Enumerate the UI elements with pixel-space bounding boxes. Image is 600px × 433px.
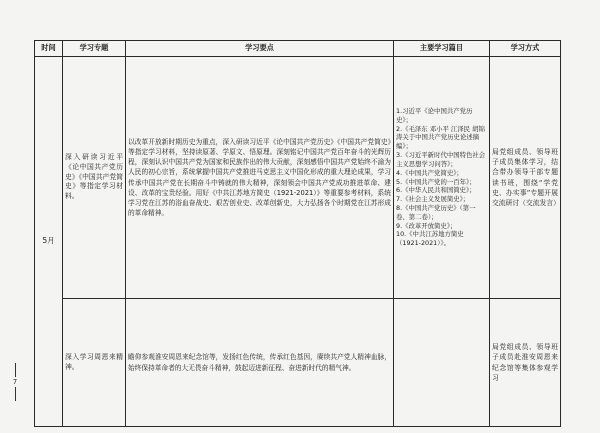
- month-cell: 5月: [35, 57, 63, 427]
- method-cell: 局党组成员、领导班子成员赴淮安周恩来纪念馆等集体参观学习: [490, 299, 561, 427]
- topic-cell: 深入学习周恩来精神。: [63, 299, 126, 427]
- page-number: [8, 362, 22, 402]
- readings-cell: [394, 57, 490, 299]
- table-row: [35, 299, 561, 427]
- reading-item: 2.《毛泽东 邓小平 江泽民 胡锦涛关于中国共产党历史论述摘编》；: [396, 124, 485, 151]
- table-header-row: [35, 41, 561, 57]
- readings-cell: [394, 299, 490, 427]
- page-number-dash-bottom: [15, 387, 16, 401]
- reading-item: 6.《中华人民共和国简史》；: [396, 186, 476, 195]
- header-method: 学习方式: [490, 41, 561, 57]
- table-row: [35, 57, 561, 299]
- reading-item: 1.习近平《论中国共产党历史》；: [396, 106, 473, 124]
- method-cell: 局党组成员、领导班子成员集体学习，结合带办领导干部专题读书班，围绕“学党史、办实事”专题开展交流研讨（交流发言）: [490, 57, 561, 299]
- reading-item: 7.《社会主义发展简史》；: [396, 195, 470, 204]
- reading-item: 8.《中国共产党历史》（第一卷、第二卷）；: [396, 203, 476, 221]
- header-points: 学习要点: [126, 41, 394, 57]
- header-time: 时间: [35, 41, 63, 57]
- page-number-dash-top: [15, 363, 16, 377]
- topic-cell: 深入研读习近平《论中国共产党历史》《中国共产党简史》等指定学习材料。: [63, 57, 126, 299]
- study-plan-table: [34, 40, 561, 427]
- reading-item: 4.《中国共产党简史》；: [396, 168, 463, 177]
- reading-item: 3.《习近平新时代中国特色社会主义思想学习问答》；: [396, 151, 486, 168]
- points-cell: 瞻仰参观淮安周恩来纪念馆等，发扬红色传统，传承红色基因，赓续共产党人精神血脉，始终保持革命者的大无畏奋斗精神，鼓起迈进新征程、奋进新时代的精气神。: [126, 299, 394, 427]
- points-cell: 以改革开放新时期历史为重点，深入研读习近平《论中国共产党历史》《中国共产党简史》等指定学习材料，坚持读原著、学原文、悟原理。深刻铭记中国共产党百年奋斗的光辉历程，深刻认识中国共产党为国家和民族作出的伟大贡献，深刻感悟中国共产党始终不渝为人民的初心宗旨，系统掌握中国共产党推进马克思主义中国化形成的重大理论成果，学习传承中国共产党在长期奋斗中铸就的伟大精神，深刻领会中国共产党成功推进革命、建设、改革的宝贵经验。用好《中共江苏地方简史（1921-2021）》等重要参考材料，系统学习党在江苏的浴血奋战史、艰苦创业史、改革创新史，大力弘扬各个时期党在江苏形成的革命精神。: [126, 57, 394, 299]
- header-topic: 学习专题: [63, 41, 126, 57]
- reading-item: 5.《中国共产党的一百年》；: [396, 177, 476, 186]
- reading-item: 10.《中共江苏地方简史（1921-2021）》。: [396, 230, 464, 248]
- header-readings: 主要学习篇目: [394, 41, 490, 57]
- page-number-value: 7: [12, 378, 18, 386]
- reading-item: 9.《改革开放简史》；: [396, 221, 457, 230]
